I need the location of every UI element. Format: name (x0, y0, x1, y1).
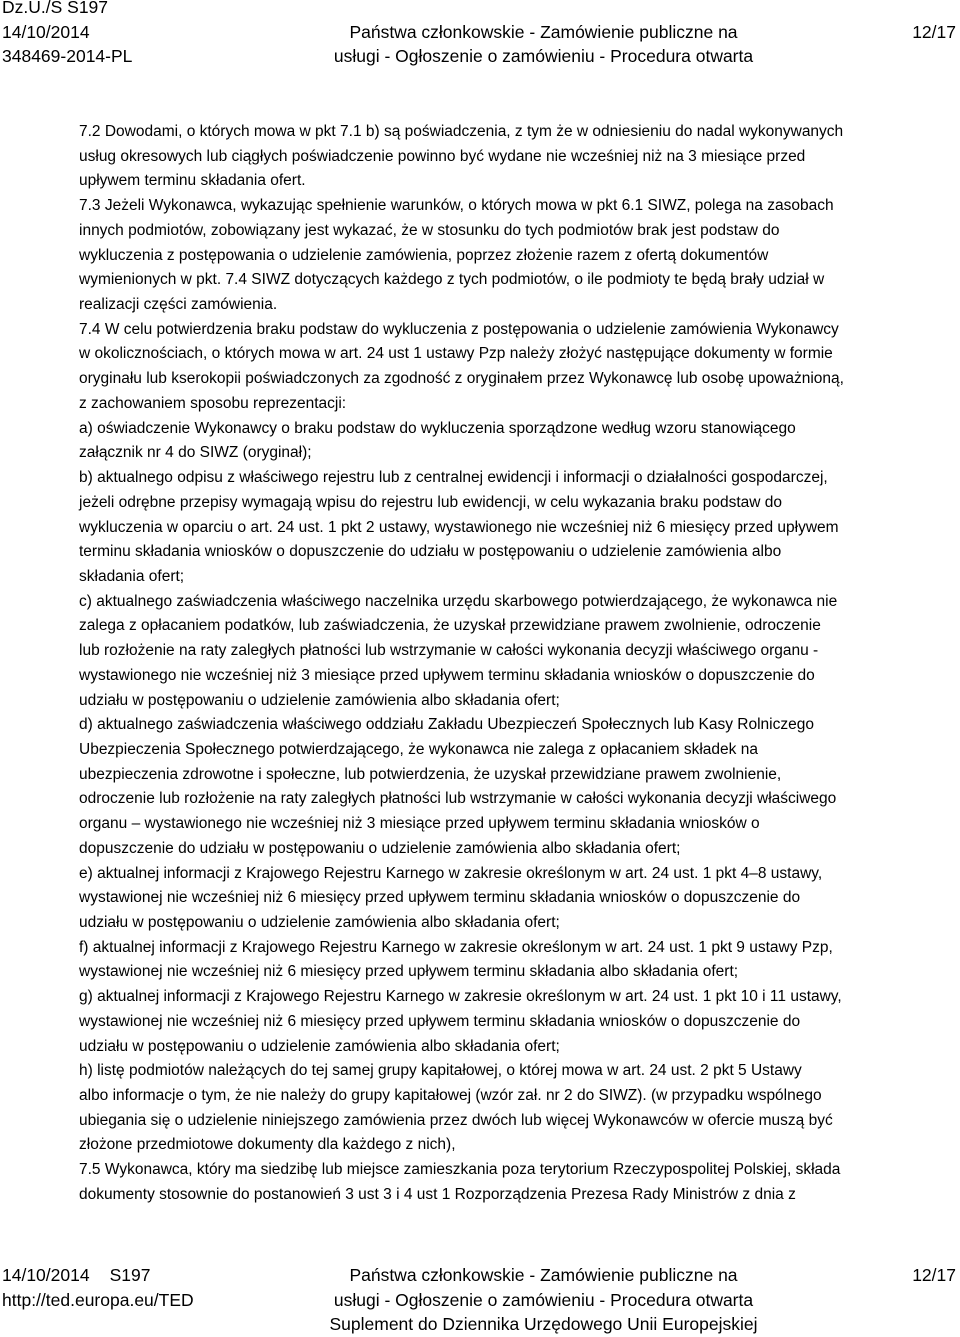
body-text-line: wymienionych w pkt. 7.4 SIWZ dotyczących każdego z tych podmiotów, o ile podmioty te będą brały udział w (79, 271, 825, 289)
header-center-line: usługi - Ogłoszenie o zamówieniu - Procedura otwarta (333, 46, 754, 66)
footer-center-line: usługi - Ogłoszenie o zamówieniu - Procedura otwarta (333, 1289, 754, 1310)
body-text-line: terminu składania wniosków o dopuszczenie do udziału w postępowaniu o udzielenie zamówienia albo (79, 543, 782, 561)
body-text-line: g) aktualnej informacji z Krajowego Rejestru Karnego w zakresie określonym w art. 24 ust. 1 pkt 10 i 11 ustawy, (79, 988, 842, 1006)
body-text-line: ubiegania się o udzielenie niniejszego zamówienia przez dwóch lub więcej Wykonawców w ofercie muszą być (79, 1111, 833, 1129)
body-text-line: złożone przedmiotowe dokumenty dla każdego z nich), (79, 1136, 456, 1154)
body-text-line: z zachowaniem sposobu reprezentacji: (79, 394, 347, 412)
publication-date: 14/10/2014 (2, 21, 90, 42)
header-center-line (316, 0, 771, 20)
footer-left (2, 1263, 194, 1312)
body-text-line: jeżeli odrębne przepisy wymagają wpisu do rejestru lub ewidencji, w celu wykazania braku podstaw do (79, 493, 783, 511)
body-text-line: 7.5 Wykonawca, który ma siedzibę lub miejsce zamieszkania poza terytorium Rzeczypospolitej Polskiej, składa (79, 1161, 841, 1179)
header-center-line: Państwa członkowskie - Zamówienie publiczne na (349, 21, 738, 42)
header-center (316, 0, 771, 69)
body-text-line: wykluczenia z postępowania o udzielenie zamówienia, poprzez złożenie razem z ofertą dokumentów (79, 246, 769, 264)
body-text-line: usług okresowych lub ciągłych poświadczenie powinno być wydane nie wcześniej niż na 3 miesiące przed (79, 147, 806, 165)
header-right-line (912, 44, 956, 69)
body-text-line: składania ofert; (79, 567, 185, 585)
body-text-line: h) listę podmiotów należących do tej samej grupy kapitałowej, o której mowa w art. 24 ust. 2 pkt 5 Ustawy (79, 1062, 802, 1080)
header-left (2, 0, 132, 69)
footer-series: S197 (109, 1265, 151, 1285)
body-text-line: udziału w postępowaniu o udzielenie zamówienia albo składania ofert; (79, 1037, 560, 1055)
body-text-line: b) aktualnego odpisu z właściwego rejestru lub z centralnej ewidencji i informacji o działalności gospodarczej, (79, 469, 828, 487)
body-text-line: 7.4 W celu potwierdzenia braku podstaw do wykluczenia z postępowania o udzielenie zamówienia Wykonawcy (79, 320, 839, 338)
body-text-line: organu – wystawionego nie wcześniej niż 3 miesiące przed upływem terminu składania wniosków o (79, 815, 760, 833)
body-text-line: oryginału lub kserokopii poświadczonych za zgodność z oryginałem przez Wykonawcę lub osobę upoważnioną, (79, 370, 844, 388)
body-text-line: wystawionej nie wcześniej niż 6 miesięcy przed upływem terminu składania wniosków o dopuszczenie do (79, 1012, 801, 1030)
header-right (912, 0, 956, 69)
footer-center-line: Suplement do Dziennika Urzędowego Unii Europejskiej (329, 1314, 758, 1334)
body-text-line: 7.2 Dowodami, o których mowa w pkt 7.1 b) są poświadczenia, z tym że w odniesieniu do nadal wykonywanych (79, 123, 844, 140)
body-text-line: udziału w postępowaniu o udzielenie zamówienia albo składania ofert; (79, 914, 560, 931)
body-text-line: upływem terminu składania ofert. (79, 172, 306, 190)
body-text-line: realizacji części zamówienia. (79, 296, 278, 314)
notice-number: 348469-2014-PL (2, 46, 133, 66)
body-text-line: c) aktualnego zaświadczenia właściwego naczelnika urzędu skarbowego potwierdzającego, że wykonawca nie (79, 592, 838, 610)
body-text-line: 7.3 Jeżeli Wykonawca, wykazując spełnienie warunków, o których mowa w pkt 6.1 SIWZ, polega na zasobach (79, 197, 834, 215)
document-body (79, 120, 959, 1208)
body-text-line: wystawionej nie wcześniej niż 6 miesięcy przed upływem terminu składania albo składania ofert; (79, 963, 739, 981)
body-text-line: albo informacje o tym, że nie należy do grupy kapitałowej (wzór zał. nr 2 do SIWZ). (w przypadku wspólnego (79, 1087, 822, 1105)
body-text-line: dokumenty stosownie do postanowień 3 ust 3 i 4 ust 1 Rozporządzenia Prezesa Rady Ministrów z dnia z (79, 1185, 796, 1203)
footer-center-line: Państwa członkowskie - Zamówienie publiczne na (349, 1265, 738, 1285)
footer-page-number: 12/17 (912, 1265, 956, 1285)
body-text-line: odroczenie lub rozłożenie na raty zaległych płatności lub wstrzymanie w całości wykonania decyzji właściwego (79, 790, 837, 808)
footer-date: 14/10/2014 (2, 1265, 90, 1285)
body-text-line: dopuszczenie do udziału w postępowaniu o udzielenie zamówienia albo składania ofert; (79, 839, 681, 857)
body-text-line: a) oświadczenie Wykonawcy o braku podstaw do wykluczenia sporządzone według wzoru stanowiącego (79, 419, 796, 437)
footer-center (316, 1263, 771, 1337)
page-footer (0, 1263, 960, 1335)
footer-date-line (2, 1263, 194, 1288)
footer-right (912, 1263, 956, 1288)
body-text-line: ubezpieczenia zdrowotne i społeczne, lub potwierdzenia, że uzyskał przewidziane prawem zwolnienie, (79, 765, 782, 783)
body-text-line: załącznik nr 4 do SIWZ (oryginał); (79, 444, 312, 462)
body-text-line: wystawionego nie wcześniej niż 3 miesiące przed upływem terminu składania wniosków o dopuszczenie do (79, 666, 815, 684)
header-right-line (912, 0, 956, 20)
page-number: 12/17 (912, 21, 956, 42)
footer-url[interactable]: http://ted.europa.eu/TED (2, 1289, 194, 1310)
body-text-line: d) aktualnego zaświadczenia właściwego oddziału Zakładu Ubezpieczeń Społecznych lub Kasy Rolniczego (79, 716, 814, 734)
body-text-line: wystawionej nie wcześniej niż 6 miesięcy przed upływem terminu składania wniosków o dopuszczenie do (79, 889, 801, 907)
body-text-line: Ubezpieczenia Społecznego potwierdzającego, że wykonawca nie zalega z opłacaniem składek na (79, 740, 758, 758)
body-text-line: lub rozłożenie na raty zaległych płatności lub wstrzymanie w całości wykonania decyzji właściwego organu - (79, 642, 819, 660)
body-text-line: w okolicznościach, o których mowa w art. 24 ust 1 ustawy Pzp należy złożyć następujące dokumenty w formie (79, 345, 833, 363)
body-text-line: innych podmiotów, zobowiązany jest wykazać, że w stosunku do tych podmiotów brak jest podstaw do (79, 221, 780, 239)
body-text-line: e) aktualnej informacji z Krajowego Rejestru Karnego w zakresie określonym w art. 24 ust. 1 pkt 4–8 ustawy, (79, 864, 823, 882)
body-text-line: wykluczenia w oparciu o art. 24 ust. 1 pkt 2 ustawy, wystawionego nie wcześniej niż 6 miesięcy przed upływem (79, 518, 839, 536)
body-text-line: zalega z opłacaniem podatków, lub zaświadczenia, że uzyskał przewidziane prawem zwolnienie, odroczenie (79, 617, 821, 635)
body-text-line: f) aktualnej informacji z Krajowego Rejestru Karnego w zakresie określonym w art. 24 ust. 1 pkt 9 ustawy Pzp, (79, 938, 833, 956)
page-header (0, 0, 960, 67)
journal-reference: Dz.U./S S197 (2, 0, 109, 17)
body-text-line: udziału w postępowaniu o udzielenie zamówienia albo składania ofert; (79, 691, 560, 709)
